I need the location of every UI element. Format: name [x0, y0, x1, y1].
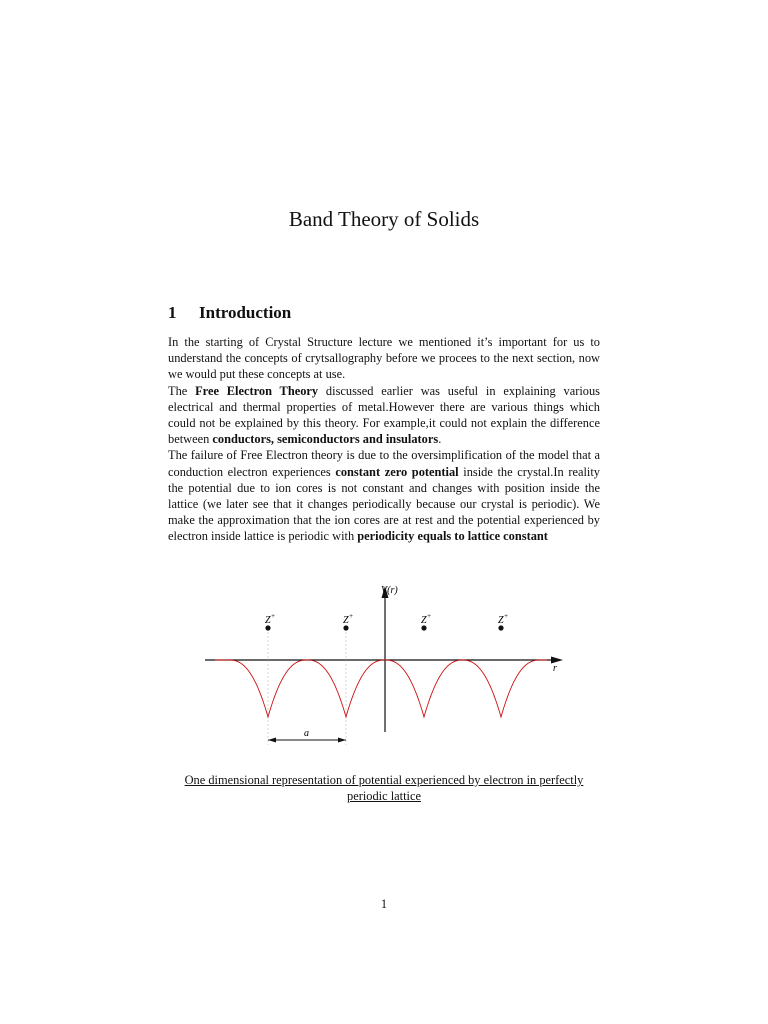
- bold-term: Free Electron Theory: [195, 383, 319, 398]
- section-number: 1: [168, 303, 177, 322]
- page-number: 1: [380, 897, 388, 911]
- ion-label: Z+: [265, 612, 276, 626]
- y-axis-label: V(r): [381, 585, 398, 596]
- ion-core: [421, 625, 426, 630]
- bold-term: constant zero potential: [335, 464, 459, 479]
- paragraph: [168, 383, 600, 448]
- text-run: In the starting of Crystal Structure lecture we mentioned it’s important for us to understand the concepts of crytsallography before we procees to the next section, now we would put these concepts at use.: [168, 335, 600, 382]
- potential-figure: [195, 580, 575, 750]
- ion-label: Z+: [421, 612, 432, 626]
- text-run: The failure of Free Electron theory is due to the oversimplification of the model that a conduction electron experiences: [168, 448, 600, 479]
- bold-term: periodicity equals to lattice constant: [357, 529, 548, 544]
- ion-core: [343, 625, 348, 630]
- ion-label: Z+: [498, 612, 509, 626]
- section-heading: [168, 303, 291, 323]
- spacing-marker: [268, 728, 346, 743]
- section-title: Introduction: [199, 303, 292, 322]
- spacing-label: a: [304, 728, 309, 739]
- ion-core: [265, 625, 270, 630]
- document-title: Band Theory of Solids: [288, 207, 480, 231]
- ion-core: [498, 625, 503, 630]
- text-run: .: [438, 432, 442, 447]
- potential-curve: [215, 660, 547, 717]
- text-run: discussed earlier was useful in explaining various electrical and thermal properties of metal.However there are various things which could not be explained by this theory. For example,it could not explain the difference between: [168, 383, 600, 447]
- paragraph: [168, 447, 600, 544]
- text-run: The: [168, 383, 196, 398]
- bold-term: conductors, semiconductors and insulators: [212, 432, 439, 447]
- x-axis-label: r: [553, 663, 557, 674]
- figure-caption: One dimensional representation of potential experienced by electron in perfectly periodic lattice: [184, 773, 584, 803]
- text-run: inside the crystal.In reality the potential due to ion cores is not constant and changes with position inside the lattice (we later see that it changes periodically because our crystal is periodic). We make the approximation that the ion cores are at rest and the potential experienced by electron inside lattice is periodic with: [168, 464, 600, 544]
- paragraph: [168, 334, 600, 383]
- ion-label: Z+: [343, 612, 354, 626]
- body-text: [168, 334, 600, 545]
